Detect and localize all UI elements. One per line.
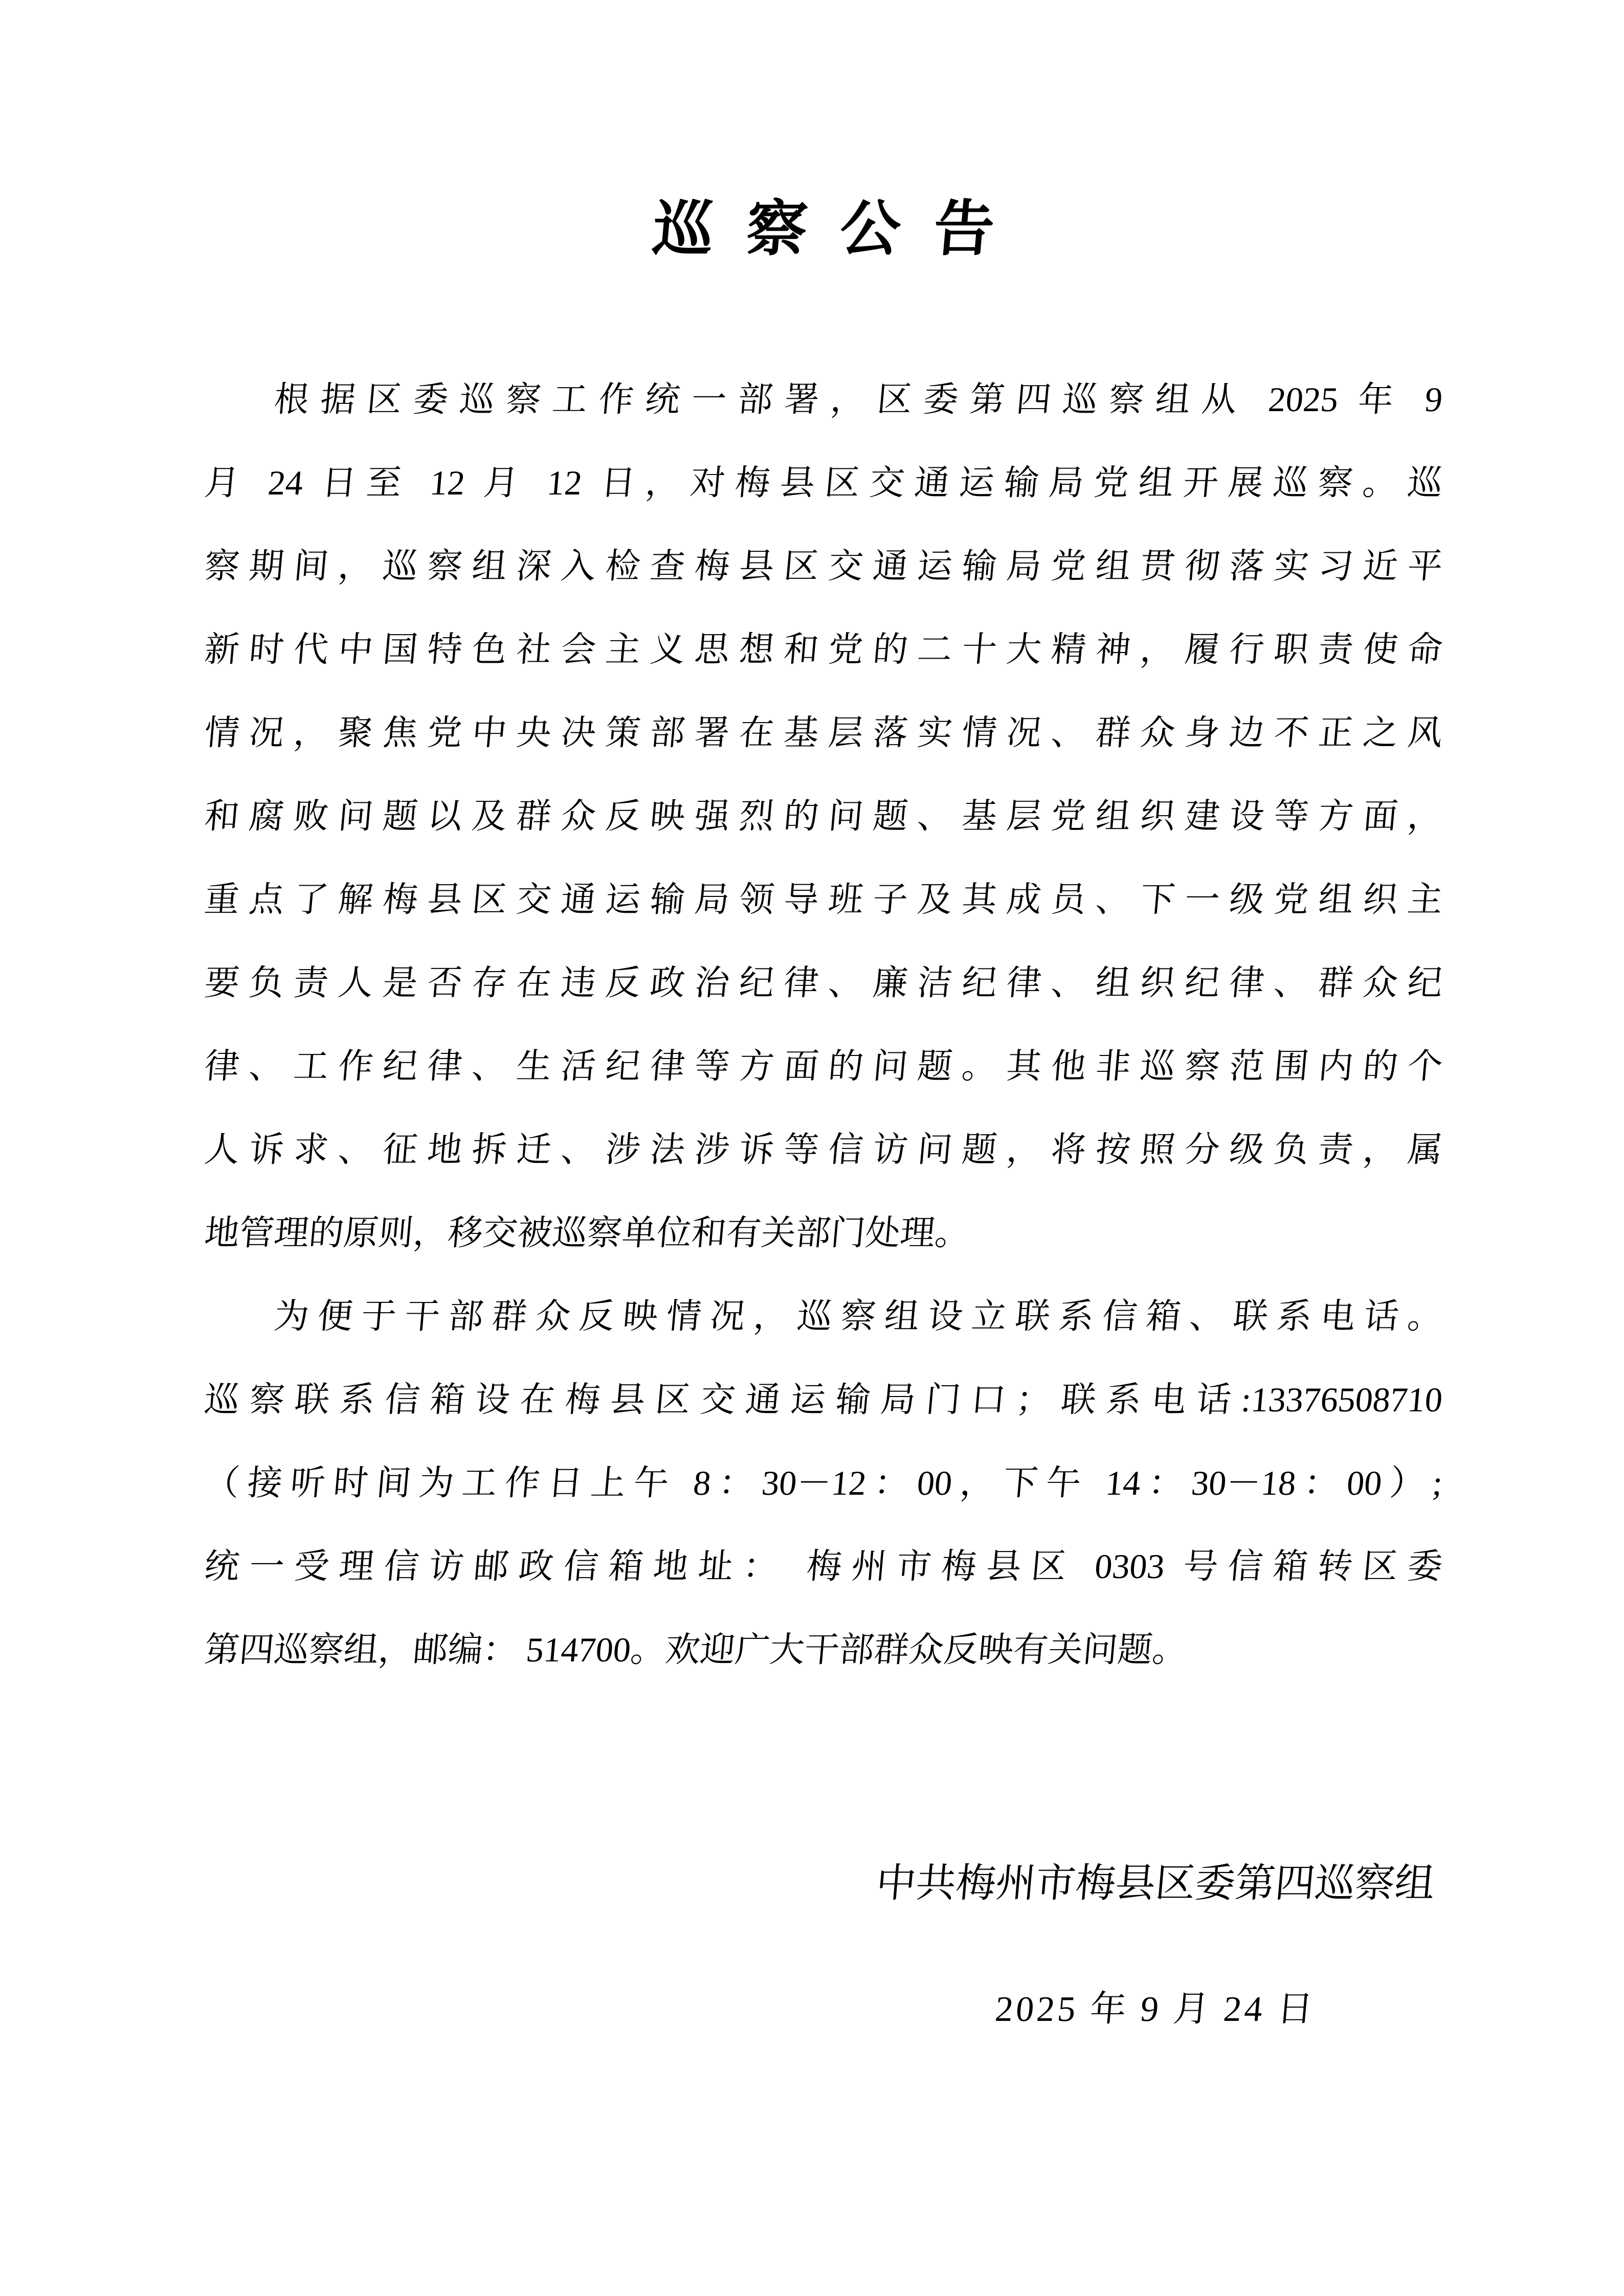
announcement-body [205,358,1442,1692]
body-line: 为便于干部群众反映情况，巡察组设立联系信箱、联系电话。 [272,1297,1444,1336]
body-line: 要负责人是否存在违反政治纪律、廉洁纪律、组织纪律、群众纪 [203,963,1444,1002]
body-line: 和腐败问题以及群众反映强烈的问题、基层党组织建设等方面， [203,797,1444,836]
body-line: 情况，聚焦党中央决策部署在基层落实情况、群众身边不正之风 [203,713,1444,752]
body-line: 人诉求、征地拆迁、涉法涉诉等信访问题，将按照分级负责，属 [203,1130,1444,1169]
body-line: 重点了解梅县区交通运输局领导班子及其成员、下一级党组织主 [203,880,1444,919]
body-line: 律、工作纪律、生活纪律等方面的问题。其他非巡察范围内的个 [203,1047,1444,1086]
body-line: 察期间，巡察组深入检查梅县区交通运输局党组贯彻落实习近平 [203,547,1444,586]
date-line: 2025 年 9 月 24 日 [993,1990,1318,2029]
body-line: 统一受理信访邮政信箱地址： 梅州市梅县区 0303 号信箱转区委 [203,1547,1444,1586]
body-line: 巡察联系信箱设在梅县区交通运输局门口；联系电话:13376508710 [203,1380,1444,1419]
body-line: （接听时间为工作日上午 8：30－12：00，下午 14：30－18：00）; [203,1464,1444,1502]
body-line: 月 24 日至 12 月 12 日，对梅县区交通运输局党组开展巡察。巡 [203,463,1444,502]
body-line: 根据区委巡察工作统一部署，区委第四巡察组从 2025 年 9 [272,380,1444,419]
body-line: 新时代中国特色社会主义思想和党的二十大精神，履行职责使命 [203,630,1444,669]
signature-line: 中共梅州市梅县区委第四巡察组 [874,1861,1437,1905]
page-title: 巡察公告 [650,196,1030,263]
body-line: 地管理的原则，移交被巡察单位和有关部门处理。 [203,1213,972,1252]
body-line: 第四巡察组，邮编： 514700。欢迎广大干部群众反映有关问题。 [203,1630,1189,1669]
closing-block [876,1854,1435,2035]
